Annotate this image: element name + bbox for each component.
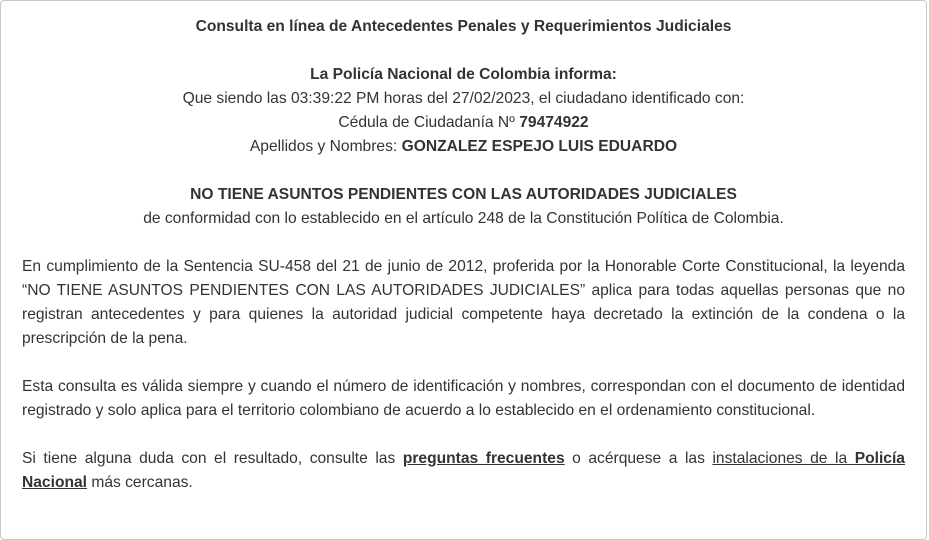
cedula-label: Cédula de Ciudadanía Nº xyxy=(338,114,515,131)
status-basis: de conformidad con lo establecido en el artículo 248 de la Constitución Política de Colombia. xyxy=(143,210,784,227)
status-heading: NO TIENE ASUNTOS PENDIENTES CON LAS AUTORIDADES JUDICIALES xyxy=(190,186,737,203)
names-line xyxy=(22,135,905,159)
validez-paragraph: Esta consulta es válida siempre y cuando el número de identificación y nombres, correspondan con el documento de identidad registrado y solo aplica para el territorio colombiano de acuerdo a lo establecido en el ordenamiento constitucional. xyxy=(22,378,905,419)
cedula-line xyxy=(22,111,905,135)
cedula-number: 79474922 xyxy=(519,114,589,131)
duda-middle: o acérquese a las xyxy=(572,450,705,467)
query-time-line: Que siendo las 03:39:22 PM horas del 27/02/2023, el ciudadano identificado con: xyxy=(182,90,745,107)
names-label: Apellidos y Nombres: xyxy=(249,138,398,155)
police-link-text: Policía Nacional xyxy=(22,450,905,491)
installations-link-text: instalaciones de la xyxy=(712,450,848,467)
page-title: Consulta en línea de Antecedentes Penales y Requerimientos Judiciales xyxy=(195,18,732,35)
duda-suffix: más cercanas. xyxy=(91,474,193,491)
faq-link[interactable]: preguntas frecuentes xyxy=(402,450,565,467)
informa-heading: La Policía Nacional de Colombia informa: xyxy=(310,66,617,83)
duda-paragraph xyxy=(22,447,905,495)
result-content xyxy=(22,15,905,495)
names-value: GONZALEZ ESPEJO LUIS EDUARDO xyxy=(401,138,678,155)
duda-prefix: Si tiene alguna duda con el resultado, consulte las xyxy=(22,450,396,467)
sentencia-paragraph: En cumplimiento de la Sentencia SU-458 del 21 de junio de 2012, proferida por la Honorable Corte Constitucional, la leyenda “NO TIENE ASUNTOS PENDIENTES CON LAS AUTORIDADES JUDICIALES” aplica para todas aquellas personas que no registran antecedentes y para quienes la autoridad judicial competente haya decretado la extinción de la condena o la prescripción de la pena. xyxy=(22,258,905,347)
